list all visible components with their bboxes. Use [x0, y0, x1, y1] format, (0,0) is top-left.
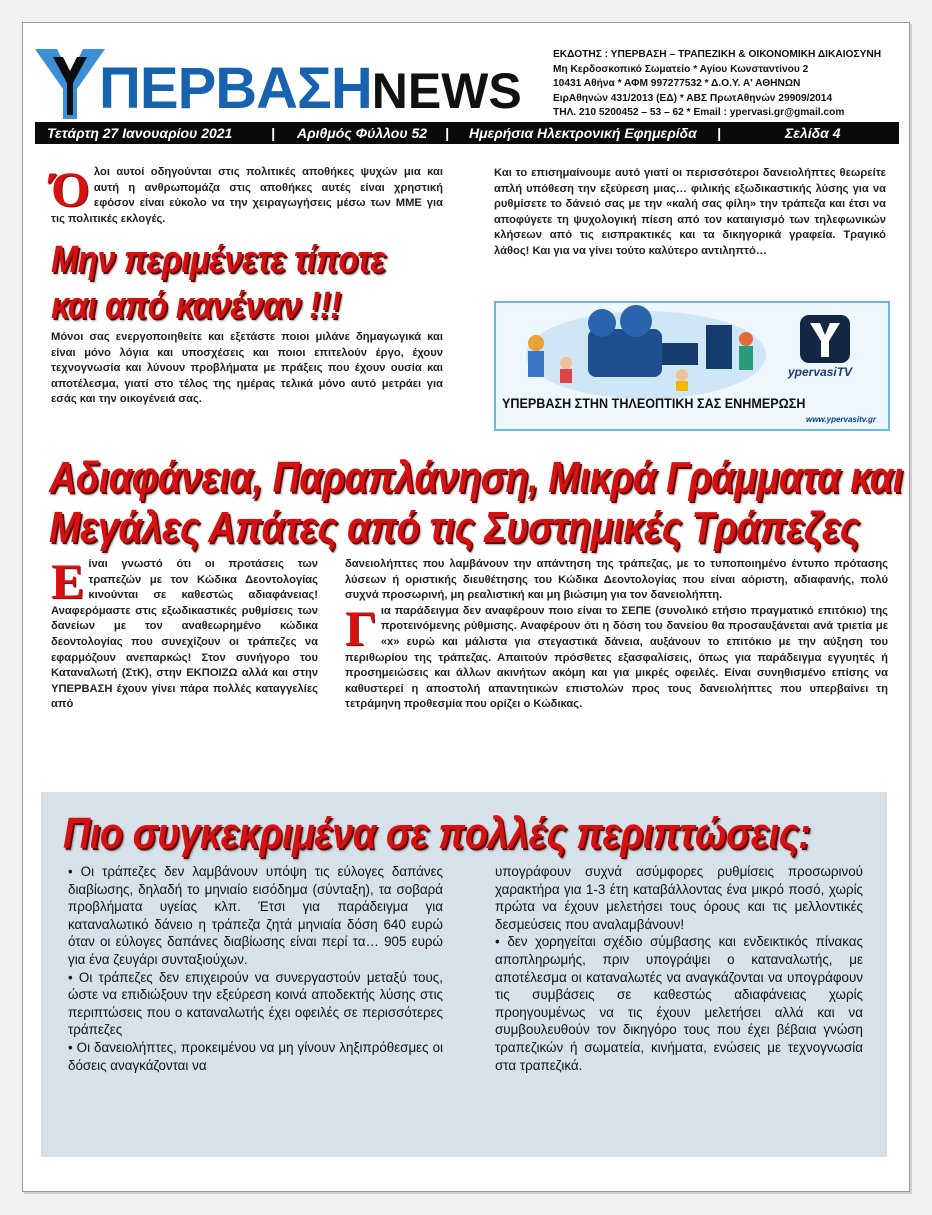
tv-brand: ypervasiTV: [788, 365, 853, 379]
dropcap: Γ: [345, 599, 377, 656]
separator: |: [717, 125, 721, 141]
logo-y-icon: [35, 49, 105, 119]
list-item: υπογράφουν συχνά ασύμφορες ρυθμίσεις προσωρινού χαρακτήρα για 1-3 έτη καταβάλλοντας ένα μικρό ποσό, χωρίς πρώτα να έχουν μελετήσει τους όρους και τις μελλοντικές δεσμεύσεις που αναλαμβάνουν!: [495, 864, 863, 932]
tv-url[interactable]: www.ypervasitv.gr: [806, 415, 876, 424]
masthead-logo: [35, 39, 522, 123]
list-item: • Οι τράπεζες δεν λαμβάνουν υπόψη τις εύλογες δαπάνες διαβίωσης, δηλαδή το μηνιαίο εισόδημα (σύνταξη), τα σοβαρά προβλήματα υγείας κλπ. Έτσι για παράδειγμα για καταναλωτικό δάνειο η τράπεζα ζητά μηνιαία δόση 640 ευρώ όταν οι εύλογες δαπάνες διαβίωσης είναι περί τα… 905 ευρώ για ένα ζευγάρι συνταξιούχων.: [68, 864, 443, 967]
ypervasi-tv-ad[interactable]: [494, 301, 890, 431]
article2-column-2: δανειολήπτες που λαμβάνουν την απάντηση της τράπεζας, με το τυποποιημένο έντυπο πρότασης λύσεων ή οριστικής διευθέτησης του Κώδικα Δεοντολογίας που είναι αόριστη, αδιαφανής, πολύ συχνά προσωρινή, μη ρεαλιστική και μη βιώσιμη για τον δανειολήπτη. Για παράδειγμα δεν αναφέρουν ποιο είναι το ΣΕΠΕ (συνολικό ετήσιο πραγματικό επιτόκιο) της προτεινόμενης ρύθμισης. Αναφέρουν ότι η δόση του δανείου θα προσαυξάνεται ανά τριετία με «x» ευρώ και μάλιστα για στεγαστικά δάνεια, αυξάνουν το επιτόκιο με την αύξηση του περιθωρίου της τράπεζας. Απαιτούν πρόσθετες εξασφαλίσεις, όπως για παράδειγμα εγγυητές ή προσημειώσεις και άλλων ακινήτων ακόμη και για μικρές οφειλές. Είναι συνηθισμένο επίσης να καθυστερεί η αποστολή απαντητικών επιστολών προς τους δανειολήπτες που υπερβαίνει τη τετράμηνη προθεσμία που ορίζει ο Κώδικας.: [345, 558, 888, 711]
dropcap: Ε: [51, 553, 85, 609]
publisher-line: Μη Κερδοσκοπικό Σωματείο * Αγίου Κωνσταντίνου 2: [553, 63, 809, 75]
article1-intro: Όλοι αυτοί οδηγούνται στις πολιτικές αποθήκες ψυχών μια και αυτή η ανθρωπομάζα στις αποθήκες αυτές είναι χρηστική εφόσον είναι εύκολο να την χειραγωγήσεις μέσω των ΜΜΕ για τις πολιτικές εκλογές.: [51, 161, 443, 225]
list-item: • δεν χορηγείται σχέδιο σύμβασης και ενδεικτικός πίνακας αποπληρωμής, πριν υπογράψει ο καταναλωτής, με αποτέλεσμα οι καταναλωτές να αναγκάζονται να υπογράφουν τις συμβάσεις σε καθεστώς αδιαφάνειας χωρίς προηγουμένως να τις έχουν μελετήσει αλλά και να συμβουλευθούν τον δικηγόρο τους που έχει βέβαια γνώση τραπεζικών ή σωματεία, κινήματα, ενώσεις με τεχνογνωσία στα τραπεζικά.: [495, 934, 863, 1073]
paper-type: Ημερήσια Ηλεκτρονική Εφημερίδα: [469, 125, 697, 141]
separator: |: [271, 125, 275, 141]
panel-right-column: [495, 863, 863, 1074]
page-number: Σελίδα 4: [785, 125, 841, 141]
separator: |: [445, 125, 449, 141]
article1-headline: Μην περιμένετε τίποτε και από κανέναν !!!: [51, 239, 386, 327]
dropcap: Ό: [51, 161, 90, 217]
publisher-info: [553, 48, 903, 121]
article2-column-1: Είναι γνωστό ότι οι προτάσεις των τραπεζών με τον Κώδικα Δεοντολογίας κινούνται σε καθεστώς αδιαφάνειας! Αναφερόμαστε στις εξωδικαστικές ρυθμίσεις των δανείων με τον αναθεωρημένο κώδικα δεοντολογίας που συνεχίζουν οι τράπεζες να εφαρμόζουν ανεπαρκώς! Στον συνήγορο του Καταναλωτή (ΣτΚ), στην ΕΚΠΟΙΖΩ αλλά και στην ΥΠΕΡΒΑΣΗ έχουν γίνει πάρα πολλές καταγγελίες από: [51, 553, 318, 711]
ypervasi-tv-logo-icon: [800, 315, 850, 363]
logo-wordmark: ΠΕΡΒΑΣΗNEWS: [99, 56, 522, 121]
panel-left-column: [68, 863, 443, 1074]
article1-body: Μόνοι σας ενεργοποιηθείτε και εξετάστε ποιοι μιλάνε δημαγωγικά και είναι μόνο λόγια και υποσχέσεις και ποιοι επιτελούν έργο, έχουν τεχνογνωσία και λύνουν προβλήματα με πράξεις που έχουν ουσία και αποτέλεσμα, γιατί στο τέλος της ημέρας τελικά μόνο αυτό μετράει για εσάς και την οικογένειά σας.: [51, 331, 443, 406]
newspaper-page: [22, 22, 910, 1192]
publisher-line: ΕιρΑθηνών 431/2013 (ΕΔ) * ΑΒΣ ΠρωτΑθηνών 29909/2014: [553, 92, 833, 104]
tv-caption: ΥΠΕΡΒΑΣΗ ΣΤΗΝ ΤΗΛΕΟΠΤΙΚΗ ΣΑΣ ΕΝΗΜΕΡΩΣΗ: [502, 395, 806, 411]
publisher-line: ΤΗΛ. 210 5200452 – 53 – 62 * Email : ypervasi.gr@gmail.com: [553, 107, 845, 118]
issue-number: Αριθμός Φύλλου 52: [297, 125, 428, 141]
publisher-line: 10431 Αθήνα * ΑΦΜ 997277532 * Δ.Ο.Υ. Α' ΑΘΗΝΩΝ: [553, 78, 801, 89]
panel-headline: Πιο συγκεκριμένα σε πολλές περιπτώσεις:: [63, 809, 811, 858]
article2-headline: Αδιαφάνεια, Παραπλάνηση, Μικρά Γράμματα και Μεγάλες Απάτες από τις Συστημικές Τράπεζες: [49, 453, 903, 552]
cases-panel: [41, 792, 887, 1157]
publisher-line: ΕΚΔΟΤΗΣ : ΥΠΕΡΒΑΣΗ – ΤΡΑΠΕΖΙΚΗ & ΟΙΚΟΝΟΜΙΚΗ ΔΙΚΑΙΟΣΥΝΗ: [553, 49, 882, 60]
issue-info-bar: [35, 122, 899, 144]
article1-right-column: Και το επισημαίνουμε αυτό γιατί οι περισσότεροι δανειολήπτες θεωρείτε απλή υπόθεση την εξεύρεση μιας… φιλικής εξωδικαστικής λύσης για να ρυθμίσετε το δάνειό σας με την «καλή σας φίλη» την τράπεζα και έτσι να αποφύγετε τη ψυχολογική πίεση από τον καταιγισμό των τηλεφωνικών κλήσεων από τις εισπρακτικές και τα δικηγορικά γραφεία. Τραγικό λάθος! Και για να γίνει τούτο καλύτερο αντιληπτό…: [494, 167, 886, 257]
list-item: • Οι τράπεζες δεν επιχειρούν να συνεργαστούν μεταξύ τους, ώστε να επιδιώξουν την εξεύρεση κοινά αποδεκτής λύσης στις περιπτώσεις που ο καταναλωτής έχει οφειλές σε περισσότερες τράπεζες: [68, 969, 443, 1038]
issue-date: Τετάρτη 27 Ιανουαρίου 2021: [47, 125, 233, 141]
list-item: • Οι δανειολήπτες, προκειμένου να μη γίνουν ληξιπρόθεσμες οι δόσεις αναγκάζονται να: [68, 1039, 443, 1073]
